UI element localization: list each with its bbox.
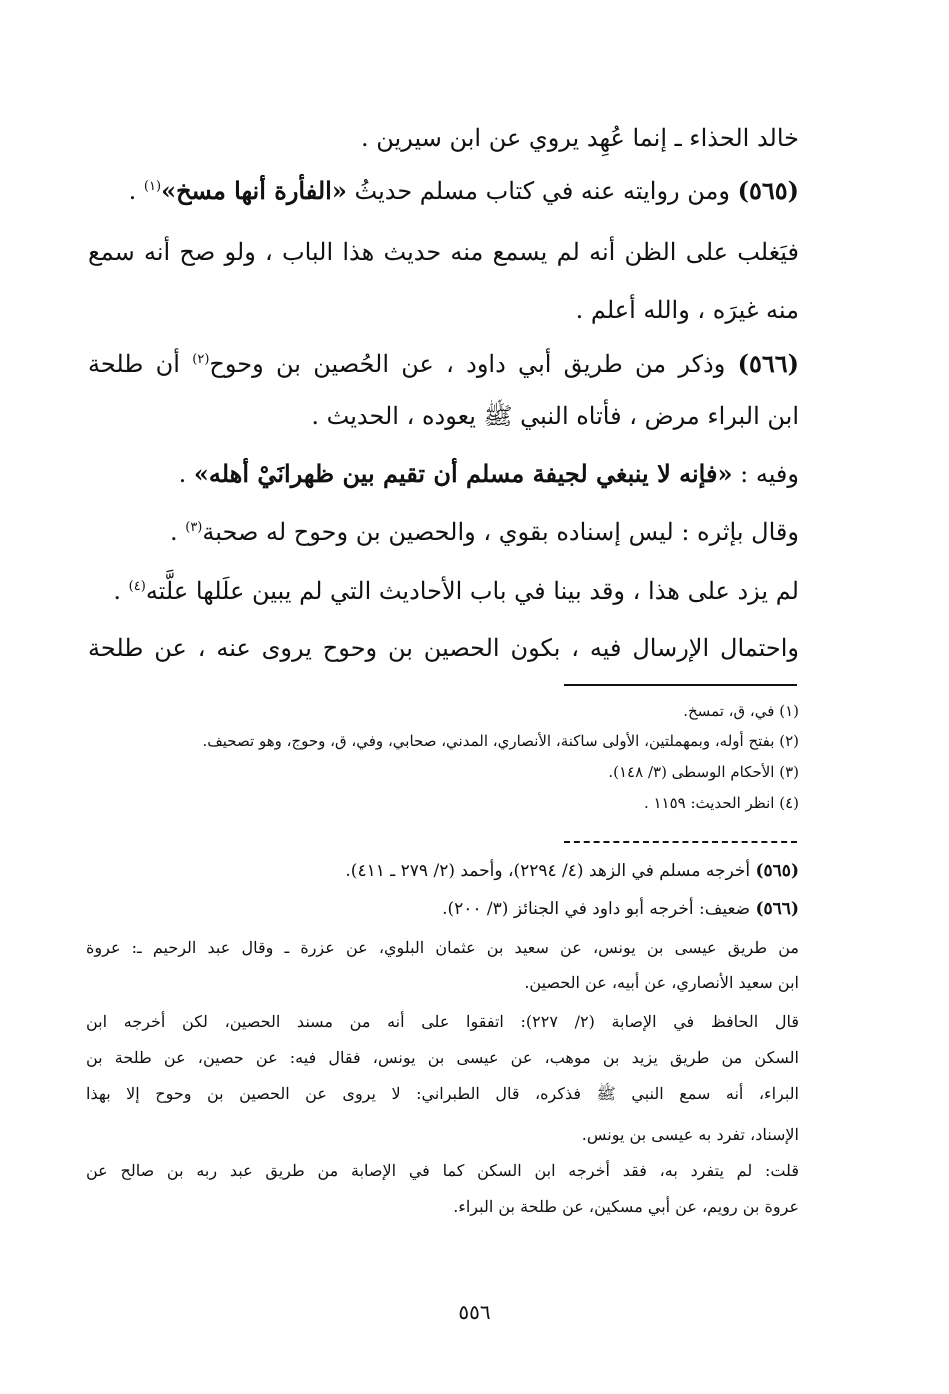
takhrij-line-7: قلت: لم يتفرد به، فقد أخرجه ابن السكن كما في الإصابة من طريق عبد ربه بن صالح عن — [86, 1161, 799, 1180]
takhrij-line-4: السكن من طريق يزيد بن موهب، عن عيسى بن يونس، فقال فيه: عن حصين، عن طلحة بن — [86, 1048, 799, 1067]
footnote-ref-4: (٤) — [128, 579, 146, 594]
main-line-8-text: وقال بإثره : ليس إسناده بقوي ، والحصين بن وحوح له صحبة — [202, 518, 799, 546]
main-line-5 — [88, 344, 799, 384]
footnote-ref-3: (٣) — [185, 520, 203, 535]
takhrij-text-565: أخرجه مسلم في الزهد (٤/ ٢٢٩٤)، وأحمد (٢/ ٢٧٩ ـ ٤١١). — [345, 861, 751, 881]
hadith-quote-566: «فإنه لا ينبغي لجيفة مسلم أن تقيم بين ظهرانَيْ أهله» — [193, 459, 733, 488]
main-line-5-text: وذكر من طريق أبي داود ، عن الحُصين بن وحوح — [209, 350, 726, 378]
main-line-7-text: وفيه : — [740, 460, 799, 488]
main-line-4: منه غيرَه ، والله أعلم . — [575, 296, 799, 324]
footnote-ref-1: (١) — [143, 179, 162, 194]
takhrij-line-5: البراء، أنه سمع النبي ﷺ فذكره، قال الطبراني: لا يروى عن الحصين بن وحوح إلا بهذا — [86, 1084, 799, 1103]
main-line-3: فيَغلب على الظن أنه لم يسمع منه حديث هذا الباب ، ولو صح أنه سمع — [88, 238, 800, 266]
main-line-5-end: أن طلحة — [88, 350, 180, 378]
hadith-quote-565: «الفأرة أنها مسخ» — [161, 176, 347, 205]
page-number: ٥٥٦ — [458, 1300, 491, 1324]
footnote-separator — [564, 684, 797, 686]
footnote-1: (١) في، ق، تمسخ. — [683, 702, 799, 720]
takhrij-line-1: من طريق عيسى بن يونس، عن سعيد بن عثمان البلوي، عن عزرة ـ وقال عبد الرحيم ـ: عروة — [86, 938, 799, 957]
takhrij-line-2: ابن سعيد الأنصاري، عن أبيه، عن الحصين. — [524, 973, 799, 992]
hadith-number-566: (٥٦٦) — [737, 349, 800, 378]
takhrij-line-8: عروة بن رويم، عن أبي مسكين، عن طلحة بن البراء. — [453, 1197, 799, 1216]
main-line-9-text: لم يزد على هذا ، وقد بينا في باب الأحاديث التي لم يبين علَلها علَّته — [145, 577, 799, 605]
takhrij-number-566: (٥٦٦) — [755, 899, 799, 919]
main-line-1: خالد الحذاء ـ إنما عُهِد يروي عن ابن سيرين . — [361, 124, 799, 152]
takhrij-565 — [345, 855, 799, 887]
main-line-8 — [170, 512, 799, 552]
takhrij-line-6: الإسناد، تفرد به عيسى بن يونس. — [581, 1125, 799, 1144]
takhrij-number-565: (٥٦٥) — [755, 861, 799, 881]
main-line-7-end: . — [178, 460, 187, 488]
takhrij-text-566: ضعيف: أخرجه أبو داود في الجنائز (٣/ ٢٠٠). — [442, 899, 751, 919]
main-line-2-text: ومن روايته عنه في كتاب مسلم حديثُ — [354, 177, 730, 205]
main-line-7 — [179, 454, 799, 494]
takhrij-separator — [564, 841, 797, 843]
takhrij-566 — [442, 893, 799, 925]
main-line-9-end: . — [113, 577, 122, 605]
main-line-6: ابن البراء مرض ، فأتاه النبي ﷺ يعوده ، الحديث . — [311, 402, 799, 430]
main-line-2-end: . — [128, 177, 137, 205]
footnote-ref-2: (٢) — [192, 352, 210, 367]
hadith-number-565: (٥٦٥) — [737, 176, 799, 205]
main-line-8-end: . — [169, 518, 178, 546]
footnote-2: (٢) بفتح أوله، وبمهملتين، الأولى ساكنة، الأنصاري، المدني، صحابي، وفي، ق، وحوج، وهو تصحيف. — [202, 732, 799, 750]
main-line-2 — [129, 171, 799, 211]
main-line-9 — [113, 571, 799, 611]
main-line-10: واحتمال الإرسال فيه ، بكون الحصين بن وحوح يروى عنه ، عن طلحة — [88, 634, 799, 662]
takhrij-line-3: قال الحافظ في الإصابة (٢/ ٢٢٧): اتفقوا على أنه من مسند الحصين، لكن أخرجه ابن — [86, 1012, 800, 1031]
footnote-4: (٤) انظر الحديث: ١١٥٩ . — [643, 794, 799, 812]
footnote-3: (٣) الأحكام الوسطى (٣/ ١٤٨). — [608, 763, 799, 781]
